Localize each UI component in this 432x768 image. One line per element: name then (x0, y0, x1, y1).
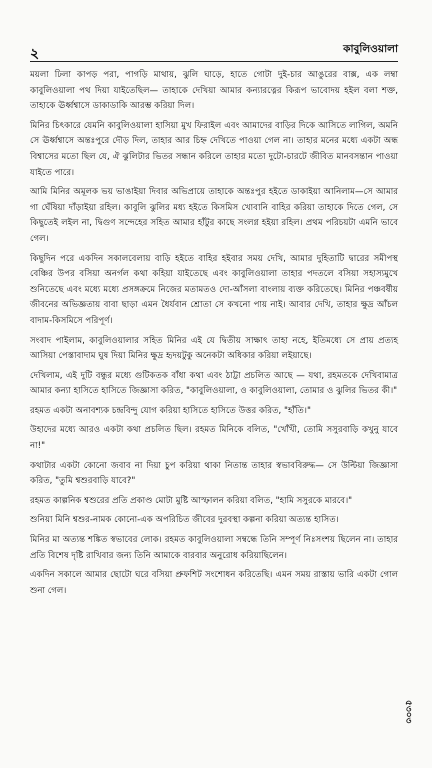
paragraph-5: সংবাদ পাইলাম, কাবুলিওয়ালার সহিত মিনির এই যে দ্বিতীয় সাক্ষাৎ তাহা নহে, ইতিমধ্যে সে প্রায় প্রত্যহ আসিয়া পেস্তাবাদাম ঘুষ দিয়া মিনির ক্ষুদ্র হৃদয়টুকু অনেকটা অধিকার করিয়া লইয়াছে। (30, 335, 398, 362)
paragraph-7: রহমত একটা অনাবশ্যক চন্দ্রবিন্দু যোগ করিয়া হাসিতে হাসিতে উত্তর করিত, "হাঁতি।" (30, 405, 311, 416)
story-body (30, 68, 398, 603)
header-rule (30, 61, 398, 62)
paragraph-6: দেখিলাম, এই দুটি বন্ধুর মধ্যে গুটিকতক বাঁধা কথা এবং ঠাট্টা প্রচলিত আছে — যথা, রহমতকে দেখিবামাত্র আমার কন্যা হাসিতে হাসিতে জিজ্ঞাসা করিত, "কাবুলিওয়ালা, ও কাবুলিওয়ালা, তোমার ও ঝুলির ভিতর কী।" (30, 370, 398, 397)
paragraph-8: উহাদের মধ্যে আরও একটা কথা প্রচলিত ছিল। রহমত মিনিকে বলিত, "খোঁখী, তোমি সসুরবাড়ি কখুনু যাবে না!" (30, 425, 398, 452)
page-number: ২ (30, 46, 40, 62)
running-title: কাবুলিওয়ালা (343, 43, 398, 55)
paragraph-10: রহমত কাল্পনিক শ্বশুরের প্রতি প্রকাণ্ড মোটা মুষ্টি আস্ফালন করিয়া বলিত, "হামি সসুরকে মারবে।" (30, 495, 353, 506)
paragraph-1: ময়লা ঢিলা কাপড় পরা, পাগড়ি মাথায়, ঝুলি ঘাড়ে, হাতে গোটা দুই-চার আঙুরের বাক্স, এক লম্বা কাবুলিওয়ালা পথ দিয়া যাইতেছিল— তাহাকে দেখিয়া আমার কন্যারত্নের কিরূপ ভাবোদয় হইল বলা শক্ত, তাহাকে ঊর্ধ্বশ্বাসে ডাকাডাকি আরম্ভ করিয়া দিল। (30, 70, 398, 112)
margin-stamp: ৫৩০৩ (403, 700, 413, 724)
paragraph-13: একদিন সকালে আমার ছোটো ঘরে বসিয়া প্রুফশিট সংশোধন করিতেছি। এমন সময় রাস্তায় ভারি একটা গোল শুনা গেল। (30, 570, 398, 596)
paragraph-11: শুনিয়া মিনি শ্বশুর-নামক কোনো-এক অপরিচিত জীবের দুরবস্থা কল্পনা করিয়া অত্যন্ত হাসিত। (30, 515, 339, 526)
paragraph-9: কথাটার একটা কোনো জবাব না দিয়া চুপ করিয়া থাকা নিতান্ত তাহার স্বভাববিরুদ্ধ— সে উল্টিয়া জিজ্ঞাসা করিত, "তুমি শ্বশুরবাড়ি যাবে?" (30, 460, 398, 487)
paragraph-4: কিছুদিন পরে একদিন সকালবেলায় বাড়ি হইতে বাহির হইবার সময় দেখি, আমার দুহিতাটি দ্বারের সমীপস্থ বেঞ্চির উপর বসিয়া অনর্গল কথা কহিয়া যাইতেছে এবং কাবুলিওয়ালা তাহার পদতলে বসিয়া সহাস্যমুখে শুনিতেছে এবং মধ্যে মধ্যে প্রসঙ্গক্রমে নিজের মতামতও দো-আঁসলা বাংলায় ব্যক্ত করিতেছে। মিনির পঞ্চবর্ষীয় জীবনের অভিজ্ঞতায় বাবা ছাড়া এমন ধৈর্যবান শ্রোতা সে কখনো পায় নাই। আবার দেখি, তাহার ক্ষুদ্র আঁচল বাদাম-কিসমিসে পরিপূর্ণ। (30, 253, 398, 326)
paragraph-12: মিনির মা অত্যন্ত শঙ্কিত স্বভাবের লোক। রহমত কাবুলিওয়ালা সম্বন্ধে তিনি সম্পূর্ণ নিঃসংশয় ছিলেন না। তাহার প্রতি বিশেষ দৃষ্টি রাখিবার জন্য তিনি আমাকে বারবার অনুরোধ করিয়াছিলেন। (30, 535, 398, 561)
paragraph-3: আমি মিনির অমূলক ভয় ভাঙাইয়া দিবার অভিপ্রায়ে তাহাকে অন্তঃপুর হইতে ডাকাইয়া আনিলাম—সে আমার গা ঘেঁষিয়া দাঁড়াইয়া রহিল। কাবুলি ঝুলির মধ্য হইতে কিসমিস খোবানি বাহির করিয়া তাহাকে দিতে গেল, সে কিছুতেই লইল না, দ্বিগুণ সন্দেহের সহিত আমার হাঁটুর কাছে সংলগ্ন হইয়া রহিল। প্রথম পরিচয়টা এমনি ভাবে গেল। (30, 187, 398, 244)
paragraph-2: মিনির চিৎকারে যেমনি কাবুলিওয়ালা হাসিয়া মুখ ফিরাইল এবং আমাদের বাড়ির দিকে আসিতে লাগিল, অমনি সে ঊর্ধ্বশ্বাসে অন্তঃপুরে দৌড় দিল, তাহার আর চিহ্ন দেখিতে পাওয়া গেল না। তাহার মনের মধ্যে একটা অন্ধ বিশ্বাসের মতো ছিল যে, ঐ ঝুলিটার ভিতর সন্ধান করিলে তাহার মতো দুটো-চারটে জীবিত মানবসন্তান পাওয়া যাইতে পারে। (30, 120, 398, 178)
